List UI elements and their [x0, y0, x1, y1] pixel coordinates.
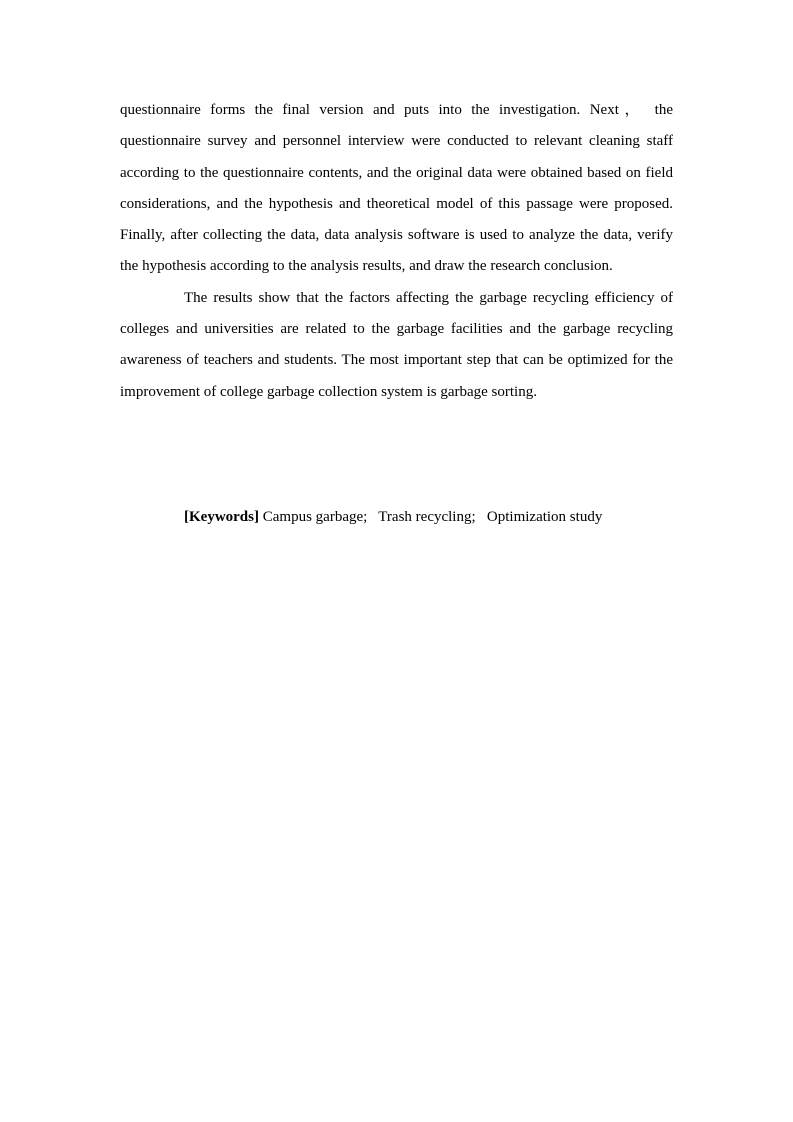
keywords-label: [Keywords]: [184, 509, 259, 525]
keyword-item: Optimization study: [486, 509, 603, 525]
keyword-item: Campus garbage;: [262, 509, 368, 525]
abstract-body: [120, 95, 673, 408]
abstract-paragraph-2: The results show that the factors affecting the garbage recycling efficiency of colleges and universities are related to the garbage facilities and the garbage recycling awareness of teachers and students. The most important step that can be optimized for the improvement of college garbage collection system is garbage sorting.: [120, 289, 673, 400]
keyword-item: Trash recycling;: [378, 509, 476, 525]
abstract-paragraph-1: questionnaire forms the final version and puts into the investigation. Next， the questionnaire survey and personnel interview were conducted to relevant cleaning staff according to the questionnaire contents, and the original data were obtained based on field considerations, and the hypothesis and theoretical model of this passage were proposed. Finally, after collecting the data, data analysis software is used to analyze the data, verify the hypothesis according to the analysis results, and draw the research conclusion.: [120, 102, 673, 275]
keywords-line: [184, 502, 602, 533]
